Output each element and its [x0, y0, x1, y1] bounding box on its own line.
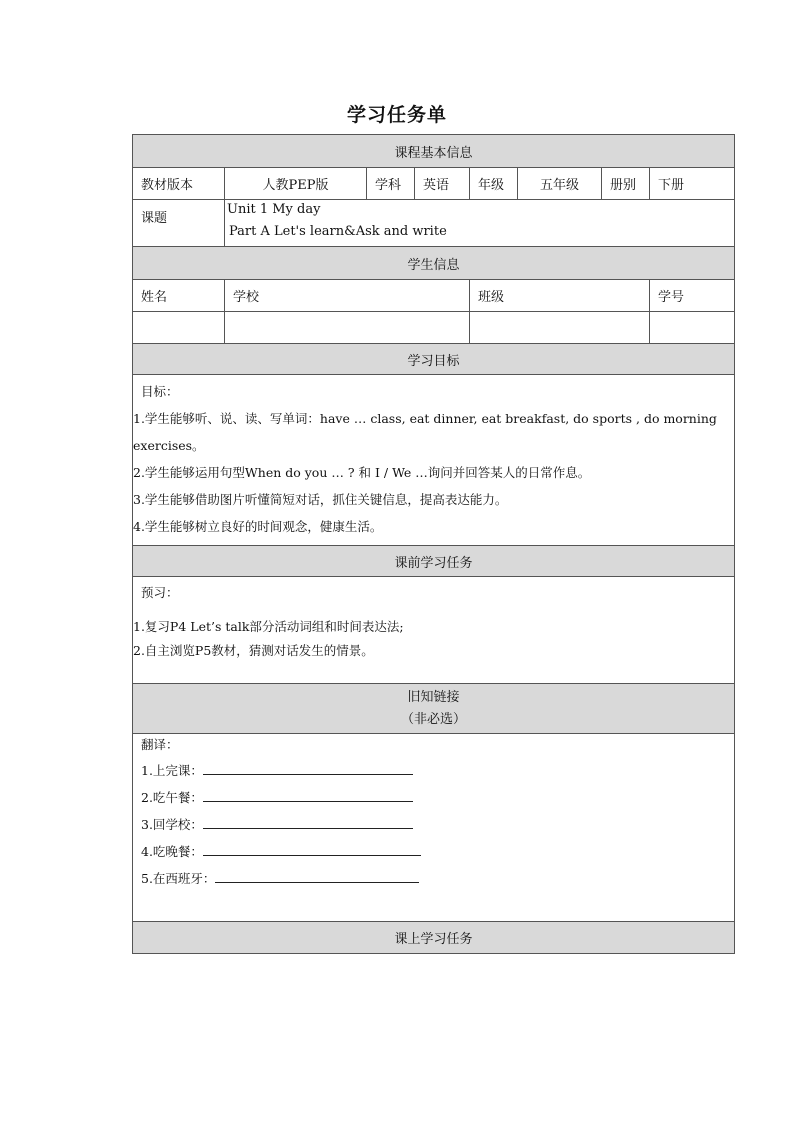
- school-label: 学校: [225, 280, 470, 312]
- inclass-header: 课上学习任务: [133, 922, 735, 954]
- objectives-block: [133, 375, 735, 546]
- review-item-5: 5.在西班牙：: [141, 868, 734, 895]
- objective-1-line-2: exercises。: [133, 438, 205, 453]
- review-item-1: 1.上完课：: [141, 760, 734, 787]
- objectives-header: 学习目标: [133, 344, 735, 375]
- topic-label: 课题: [133, 200, 225, 247]
- class-field[interactable]: [470, 312, 650, 344]
- student-id-label: 学号: [650, 280, 735, 312]
- answer-blank-3[interactable]: [203, 815, 413, 829]
- objectives-intro: 目标：: [141, 384, 179, 399]
- name-field[interactable]: [133, 312, 225, 344]
- objective-1-line-1: 1.学生能够听、说、读、写单词：have … class, eat dinner, eat breakfast, do sports , do morning: [133, 411, 717, 426]
- answer-blank-2[interactable]: [203, 788, 413, 802]
- textbook-value: 人教PEP版: [225, 168, 367, 200]
- preclass-header: 课前学习任务: [133, 546, 735, 577]
- topic-line-1: Unit 1 My day: [227, 202, 321, 217]
- school-field[interactable]: [225, 312, 470, 344]
- preclass-intro: 预习：: [141, 585, 179, 600]
- objective-4: 4.学生能够树立良好的时间观念，健康生活。: [133, 519, 383, 534]
- review-intro: 翻译：: [141, 737, 179, 752]
- preclass-item-1: 1.复习P4 Let’s talk部分活动词组和时间表达法;: [133, 619, 404, 634]
- subject-value: 英语: [415, 168, 470, 200]
- objective-3: 3.学生能够借助图片听懂简短对话，抓住关键信息，提高表达能力。: [133, 492, 508, 507]
- objective-2: 2.学生能够运用句型When do you … ? 和 I / We …询问并回答某人的日常作息。: [133, 465, 591, 480]
- grade-value: 五年级: [518, 168, 602, 200]
- grade-label: 年级: [470, 168, 518, 200]
- review-header-title: 旧知链接: [407, 689, 460, 705]
- topic-line-2: Part A Let's learn&Ask and write: [229, 224, 447, 239]
- review-header-note: （非必选）: [401, 711, 467, 727]
- preclass-block: [133, 577, 735, 684]
- name-label: 姓名: [133, 280, 225, 312]
- textbook-label: 教材版本: [133, 168, 225, 200]
- review-item-2: 2.吃午餐：: [141, 787, 734, 814]
- task-sheet-table: [132, 134, 735, 954]
- answer-blank-4[interactable]: [203, 842, 421, 856]
- volume-label: 册别: [602, 168, 650, 200]
- answer-blank-5[interactable]: [215, 869, 419, 883]
- page-title: 学习任务单: [346, 104, 447, 126]
- student-id-field[interactable]: [650, 312, 735, 344]
- student-info-header: 学生信息: [133, 247, 735, 280]
- answer-blank-1[interactable]: [203, 761, 413, 775]
- volume-value: 下册: [650, 168, 735, 200]
- review-item-3: 3.回学校：: [141, 814, 734, 841]
- review-item-4: 4.吃晚餐：: [141, 841, 734, 868]
- subject-label: 学科: [367, 168, 415, 200]
- review-header: [133, 684, 735, 734]
- review-block: [133, 734, 735, 922]
- preclass-item-2: 2.自主浏览P5教材，猜测对话发生的情景。: [133, 643, 374, 658]
- course-info-header: 课程基本信息: [133, 135, 735, 168]
- class-label: 班级: [470, 280, 650, 312]
